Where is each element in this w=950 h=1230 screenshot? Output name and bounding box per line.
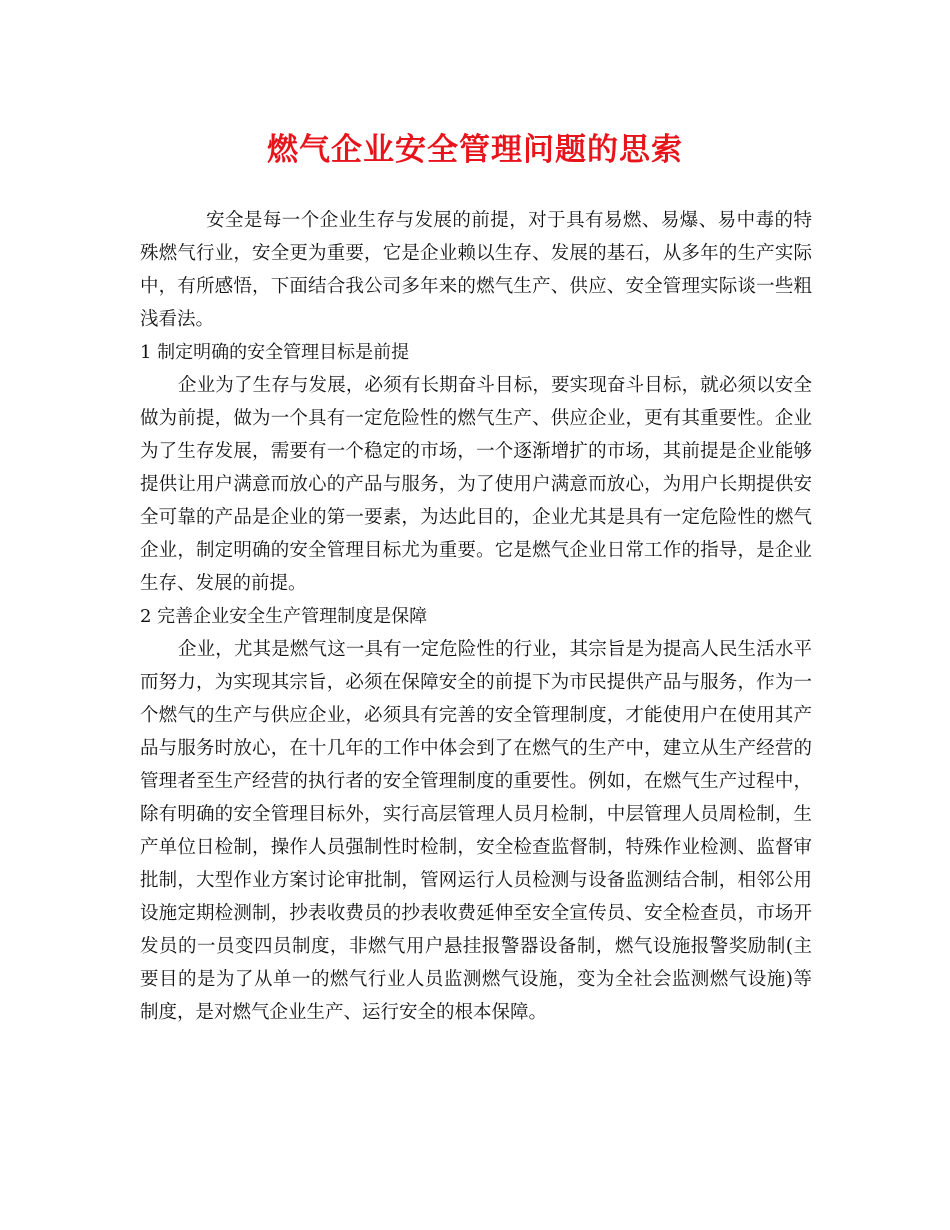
section-2-heading: 2 完善企业安全生产管理制度是保障 xyxy=(140,606,428,627)
intro-paragraph: 安全是每一个企业生存与发展的前提，对于具有易燃、易爆、易中毒的特殊燃气行业，安全更为重要，它是企业赖以生存、发展的基石，从多年的生产实际中，有所感悟，下面结合我公司多年来的燃气生产、供应、安全管理实际谈一些粗浅看法。 xyxy=(140,210,812,330)
document-title: 燃气企业安全管理问题的思索 xyxy=(267,132,683,168)
section-2-paragraph: 企业，尤其是燃气这一具有一定危险性的行业，其宗旨是为提高人民生活水平而努力，为实现其宗旨，必须在保障安全的前提下为市民提供产品与服务，作为一个燃气的生产与供应企业，必须具有完善的安全管理制度，才能使用户在使用其产品与服务时放心，在十几年的工作中体会到了在燃气的生产中，建立从生产经营的管理者至生产经营的执行者的安全管理制度的重要性。例如，在燃气生产过程中，除有明确的安全管理目标外，实行高层管理人员月检制，中层管理人员周检制，生产单位日检制，操作人员强制性时检制，安全检查监督制，特殊作业检测、监督审批制，大型作业方案讨论审批制，管网运行人员检测与设备监测结合制，相邻公用设施定期检测制，抄表收费员的抄表收费延伸至安全宣传员、安全检查员，市场开发员的一员变四员制度，非燃气用户悬挂报警器设备制，燃气设施报警奖励制(主要目的是为了从单一的燃气行业人员监测燃气设施，变为全社会监测燃气设施)等制度，是对燃气企业生产、运行安全的根本保障。 xyxy=(140,639,812,1023)
section-1-heading: 1 制定明确的安全管理目标是前提 xyxy=(140,342,410,363)
document-body xyxy=(140,204,812,1029)
section-1-paragraph: 企业为了生存与发展，必须有长期奋斗目标，要实现奋斗目标，就必须以安全做为前提，做为一个具有一定危险性的燃气生产、供应企业，更有其重要性。企业为了生存发展，需要有一个稳定的市场，一个逐渐增扩的市场，其前提是企业能够提供让用户满意而放心的产品与服务，为了使用户满意而放心，为用户长期提供安全可靠的产品是企业的第一要素，为达此目的，企业尤其是具有一定危险性的燃气企业，制定明确的安全管理目标尤为重要。它是燃气企业日常工作的指导，是企业生存、发展的前提。 xyxy=(140,375,812,594)
